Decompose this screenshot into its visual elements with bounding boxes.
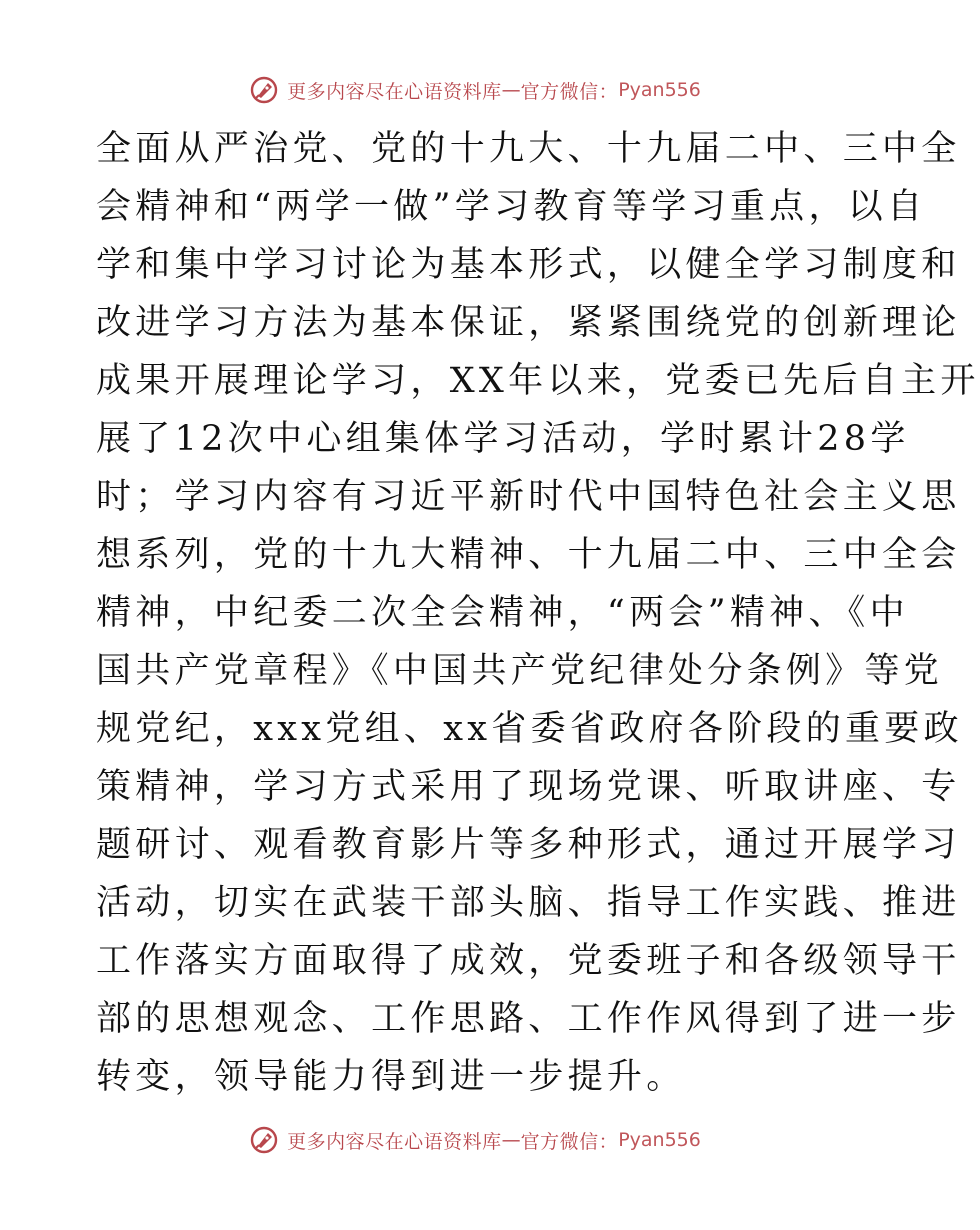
header-watermark [0,70,950,110]
watermark-separator: — [501,1129,521,1151]
text-line: 时；学习内容有习近平新时代中国特色社会主义思 [96,477,961,517]
watermark-wechat-id: Pyan556 [618,79,701,101]
text-line: 活动，切实在武装干部头脑、指导工作实践、推进 [96,883,961,923]
watermark-main-text: 更多内容尽在心语资料库 [287,80,502,103]
text-line: 转变，领导能力得到进一步提升。 [96,1057,686,1097]
pen-nib-seal-icon [249,1125,279,1155]
text-line: 会精神和“两学一做”学习教育等学习重点，以自 [96,187,927,227]
text-line: 学和集中学习讨论为基本形式，以健全学习制度和 [96,245,961,285]
text-line: 策精神，学习方式采用了现场党课、听取讲座、专 [96,767,961,807]
text-line: 部的思想观念、工作思路、工作作风得到了进一步 [96,999,961,1039]
text-line: 展了12次中心组集体学习活动，学时累计28学 [96,419,910,459]
text-line: 国共产党章程》《中国共产党纪律处分条例》等党 [96,651,944,691]
text-line: 成果开展理论学习，XX年以来，党委已先后自主开 [96,361,980,401]
text-line: 题研讨、观看教育影片等多种形式，通过开展学习 [96,825,961,865]
text-line: 工作落实方面取得了成效，党委班子和各级领导干 [96,941,961,981]
text-line: 改进学习方法为基本保证，紧紧围绕党的创新理论 [96,303,961,343]
text-line: 想系列，党的十九大精神、十九届二中、三中全会 [96,535,961,575]
watermark-wechat-label: 官方微信： [520,1130,619,1153]
footer-watermark [0,1120,950,1160]
watermark-main-text: 更多内容尽在心语资料库 [287,1130,502,1153]
pen-nib-seal-icon [249,75,279,105]
watermark-separator: — [501,79,521,101]
text-line: 规党纪，xxx党组、xx省委省政府各阶段的重要政 [96,709,963,749]
watermark-wechat-label: 官方微信： [520,80,619,103]
body-paragraph [96,120,980,1106]
text-line: 全面从严治党、党的十九大、十九届二中、三中全 [96,129,961,169]
text-line: 精神，中纪委二次全会精神，“两会”精神、《中 [96,593,909,633]
watermark-wechat-id: Pyan556 [618,1129,701,1151]
